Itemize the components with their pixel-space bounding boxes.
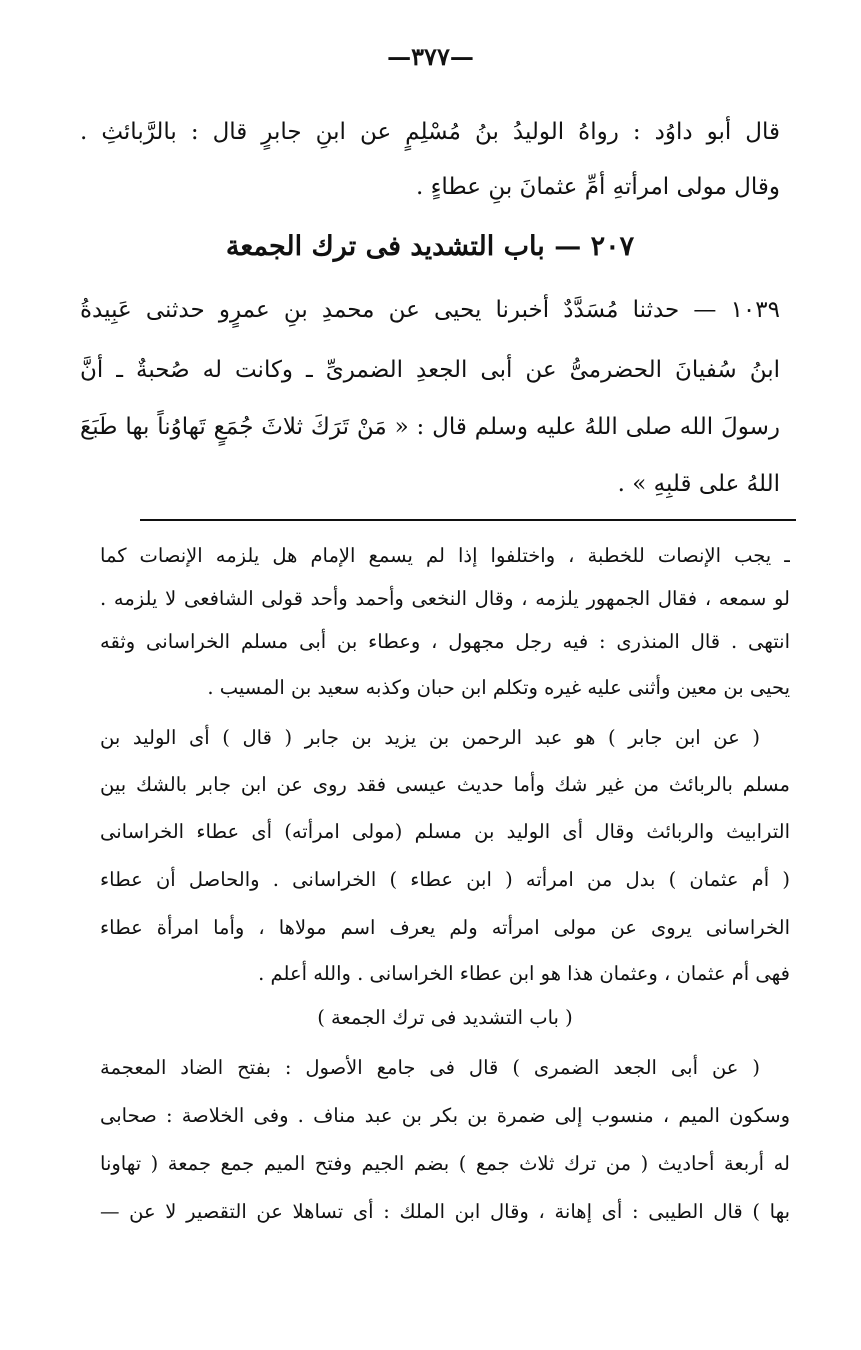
hadith-1039-line-2: ابنُ سُفيانَ الحضرمىُّ عن أبى الجعدِ الضمرىِّ ـ وكانت له صُحبةٌ ـ أنَّ — [80, 357, 780, 383]
note-line: ( عن أبى الجعد الضمرى ) قال فى جامع الأصول : بفتح الضاد المعجمة — [100, 1056, 760, 1079]
note-subheading: ( باب التشديد فى ترك الجمعة ) — [317, 1006, 573, 1029]
chapter-heading: ٢٠٧ — باب التشديد فى ترك الجمعة — [225, 231, 635, 262]
page-number: —٣٧٧— — [387, 42, 474, 71]
note-line: بها ) قال الطيبى : أى إهانة ، وقال ابن الملك : أى تساهلا عن التقصير لا عن — — [100, 1200, 790, 1223]
note-line: له أربعة أحاديث ( من ترك ثلاث جمع ) بضم الجيم وفتح الميم جمع جمعة ( تهاونا — [100, 1152, 790, 1175]
note-line: يحيى بن معين وأثنى عليه غيره وتكلم ابن حبان وكذبه سعيد بن المسيب . — [207, 676, 790, 699]
note-line: الخراسانى يروى عن مولى امرأته ولم يعرف اسم مولاها ، وأما امرأة عطاء — [100, 916, 790, 939]
hadith-1039-line-3: رسولَ الله صلى اللهُ عليه وسلم قال : « مَنْ تَرَكَ ثلاثَ جُمَعٍ تَهاوُناً بها طَبَعَ — [80, 414, 780, 440]
note-line: ( أم عثمان ) بدل من امرأته ( ابن عطاء ) الخراسانى . والحاصل أن عطاء — [100, 868, 790, 891]
note-line: الترابيث والربائث وقال أى الوليد بن مسلم (مولى امرأته) أى عطاء الخراسانى — [100, 820, 790, 843]
hadith-text-block — [80, 112, 780, 502]
note-line: مسلم بالربائث من غير شك وأما حديث عيسى فقد روى عن ابن جابر بالشك بين — [100, 773, 790, 796]
hadith-1039-line-1: ١٠٣٩ — حدثنا مُسَدَّدٌ أخبرنا يحيى عن محمدِ بنِ عمرٍو حدثنى عَبِيدةُ — [80, 297, 780, 323]
main-line-2: وقال مولى امرأتهِ أمِّ عثمانَ بنِ عطاءٍ . — [415, 174, 780, 200]
note-line: انتهى . قال المنذرى : فيه رجل مجهول ، وعطاء بن أبى مسلم الخراسانى وثقه — [100, 630, 790, 653]
note-line: لو سمعه ، فقال الجمهور يلزمه ، وقال النخعى وأحمد وأحد قولى الشافعى لا يلزمه . — [100, 587, 790, 610]
main-line-1: قال أبو داوُد : رواهُ الوليدُ بنُ مُسْلِمٍ عن ابنِ جابرٍ قال : بالرَّبائثِ . — [80, 119, 780, 145]
note-line: ( عن ابن جابر ) هو عبد الرحمن بن يزيد بن جابر ( قال ) أى الوليد بن — [100, 726, 760, 749]
hadith-1039-line-4: اللهُ على قلبِهِ » . — [617, 471, 780, 497]
footnote-divider — [140, 519, 796, 521]
note-line: ـ يجب الإنصات للخطبة ، واختلفوا إذا لم يسمع الإمام هل يلزمه الإنصات كما — [100, 544, 790, 567]
note-line: وسكون الميم ، منسوب إلى ضمرة بن بكر بن عبد مناف . وفى الخلاصة : صحابى — [100, 1104, 790, 1127]
note-line: فهى أم عثمان ، وعثمان هذا هو ابن عطاء الخراسانى . والله أعلم . — [258, 962, 790, 985]
commentary-block — [100, 536, 790, 1256]
